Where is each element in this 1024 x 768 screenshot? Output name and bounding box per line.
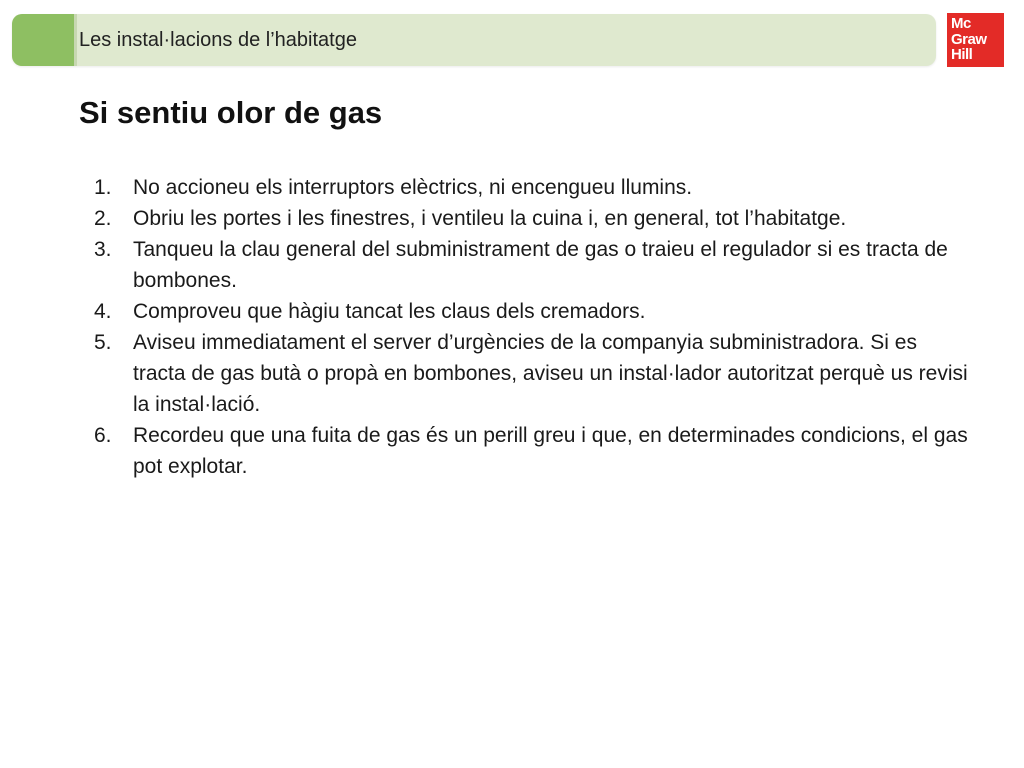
header-accent-block [12, 14, 74, 66]
step-number: 3. [94, 238, 112, 261]
logo-line-3: Hill [951, 46, 973, 63]
section-title: Les instal·lacions de l’habitatge [79, 29, 357, 51]
step-text: Recordeu que una fuita de gas és un perill greu i que, en determinades condicions, el gas pot explotar. [133, 424, 968, 478]
step-item-3 [94, 234, 974, 296]
logo-line-1: Mc [951, 15, 971, 32]
step-item-6 [94, 420, 974, 482]
step-item-4 [94, 296, 974, 327]
step-item-1 [94, 172, 974, 203]
step-text: Obriu les portes i les finestres, i ventileu la cuina i, en general, tot l’habitatge. [133, 207, 847, 230]
safety-steps-list [94, 172, 974, 482]
slide-title: Si sentiu olor de gas [79, 95, 383, 130]
mcgraw-hill-logo [947, 13, 1004, 67]
step-item-5 [94, 327, 974, 420]
step-text: Comproveu que hàgiu tancat les claus dels cremadors. [133, 300, 646, 323]
step-number: 5. [94, 331, 112, 354]
step-number: 4. [94, 300, 112, 323]
step-text: Tanqueu la clau general del subministrament de gas o traieu el regulador si es tracta de bombones. [133, 238, 948, 292]
step-number: 1. [94, 176, 112, 199]
step-number: 6. [94, 424, 112, 447]
step-text: Aviseu immediatament el server d’urgències de la companyia subministradora. Si es tracta de gas butà o propà en bombones, aviseu un instal·lador autoritzat perquè us revisi la instal·lació. [133, 331, 968, 416]
step-number: 2. [94, 207, 112, 230]
step-item-2 [94, 203, 974, 234]
header-divider [74, 14, 77, 66]
step-text: No accioneu els interruptors elèctrics, ni encengueu llumins. [133, 176, 693, 199]
logo-line-2: Graw [951, 30, 987, 48]
section-header-bar [12, 14, 936, 66]
